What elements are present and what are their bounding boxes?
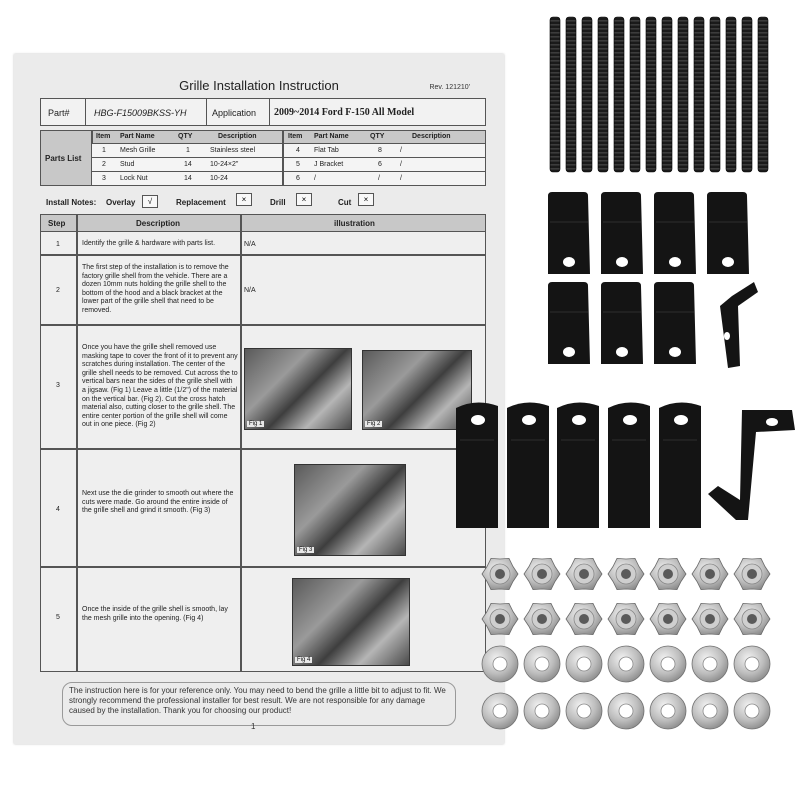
parts-cell: 14: [184, 161, 192, 168]
lock-nuts-group: [482, 558, 770, 634]
washer: [692, 646, 728, 682]
parts-cell: 2: [102, 161, 106, 168]
washer: [734, 646, 770, 682]
washer: [566, 693, 602, 729]
step-description: Once you have the grille shell removed use masking tape to cover the front of it to prevent any scratches during installation. The center of the grille shell needs to be removed. Cut across the to vertical bars near the sides of the grille shell with a jigsaw. (Fig 1) Leave a little (1/2") of the material on the vertical bar. (Fig 2). Cut the cross hatch material also, cutting closer to the grille shell. The entire center portion of the grille shell will come out in one piece. (Fig 2): [82, 344, 238, 429]
washer: [566, 646, 602, 682]
j-bracket: [456, 402, 498, 528]
washers-group: [482, 646, 770, 729]
stud: [710, 17, 720, 172]
parts-cell: /: [400, 147, 402, 154]
parts-cell: 6: [378, 161, 382, 168]
parts-cell: Stud: [120, 161, 135, 168]
washer: [650, 646, 686, 682]
lock-nut: [692, 603, 728, 634]
document-title: Grille Installation Instruction: [179, 78, 339, 93]
studs-group: [550, 17, 768, 172]
step-number: 4: [56, 506, 60, 513]
step-number: 3: [56, 382, 60, 389]
application-label: Application: [212, 108, 257, 118]
parts-list-label: Parts List: [45, 154, 82, 163]
drill-label: Drill: [270, 198, 286, 207]
step-description: Once the inside of the grille shell is smooth, lay the mesh grille into the opening. (Fig 4): [82, 606, 228, 622]
cut-label: Cut: [338, 198, 352, 207]
parts-cell: 3: [102, 175, 106, 182]
parts-header-qty-2: QTY: [370, 133, 385, 140]
j-bracket: [608, 402, 650, 528]
stud: [742, 17, 752, 172]
lock-nut: [734, 558, 770, 589]
stud: [582, 17, 592, 172]
flat-tab: [601, 282, 643, 364]
steps-header-description: Description: [136, 219, 181, 228]
parts-cell: Flat Tab: [314, 147, 339, 154]
lock-nut: [524, 603, 560, 634]
parts-cell: 8: [378, 147, 382, 154]
flat-tab: [601, 192, 643, 274]
stud: [726, 17, 736, 172]
step-number: 2: [56, 287, 60, 294]
washer: [482, 693, 518, 729]
stud: [614, 17, 624, 172]
step-illustration-na: N/A: [244, 287, 256, 294]
parts-cell: /: [314, 175, 316, 182]
j-bracket: [507, 402, 549, 528]
parts-cell: Stainless steel: [210, 147, 256, 154]
parts-header-desc-2: Description: [412, 133, 451, 140]
stud: [598, 17, 608, 172]
lock-nut: [734, 603, 770, 634]
parts-cell: 1: [102, 147, 106, 154]
stud: [662, 17, 672, 172]
parts-cell: Lock Nut: [120, 175, 148, 182]
replacement-label: Replacement: [176, 198, 226, 207]
overlay-checkbox: √: [142, 195, 158, 208]
disclaimer: The instruction here is for your reference only. You may need to bend the grille a little bit to adjust to fit. We strongly recommend the professional installer for best result. We are not responsible for any damage caused by the installation. Thank you for choosing our product!: [62, 682, 456, 726]
figure-3-label: Fig 3: [299, 547, 313, 553]
parts-header-desc: Description: [218, 133, 257, 140]
parts-header-item-2: Item: [288, 133, 303, 140]
parts-cell: 5: [296, 161, 300, 168]
stud: [758, 17, 768, 172]
stud: [550, 17, 560, 172]
stud: [694, 17, 704, 172]
lock-nut: [692, 558, 728, 589]
flat-tab-angled: [720, 282, 758, 368]
parts-cell: 6: [296, 175, 300, 182]
cut-checkbox: ×: [358, 193, 374, 206]
lock-nut: [608, 603, 644, 634]
parts-cell: Mesh Grille: [120, 147, 156, 154]
j-bracket: [659, 402, 701, 528]
replacement-checkbox: ×: [236, 193, 252, 206]
flat-tab: [654, 282, 696, 364]
flat-tab: [548, 282, 590, 364]
stud: [646, 17, 656, 172]
flat-tabs-group: [548, 192, 758, 368]
parts-cell: /: [400, 161, 402, 168]
lock-nut: [482, 558, 518, 589]
step-number: 5: [56, 614, 60, 621]
washer: [524, 646, 560, 682]
step-description: Identify the grille & hardware with parts list.: [82, 240, 216, 247]
parts-header-qty: QTY: [178, 133, 193, 140]
parts-cell: /: [400, 175, 402, 182]
application-value: 2009~2014 Ford F-150 All Model: [274, 107, 415, 118]
page-number: 1: [251, 722, 256, 731]
lock-nut: [566, 603, 602, 634]
overlay-label: Overlay: [106, 198, 136, 207]
stud: [630, 17, 640, 172]
parts-cell: 10-24×2": [210, 161, 239, 168]
parts-cell: J Bracket: [314, 161, 344, 168]
figure-4-label: Fig 4: [297, 657, 311, 663]
lock-nut: [566, 558, 602, 589]
parts-header-item: Item: [96, 133, 111, 140]
parts-cell: 4: [296, 147, 300, 154]
washer: [650, 693, 686, 729]
step-description: The first step of the installation is to remove the factory grille shell from the vehicle. There are a dozen 10mm nuts holding the grille shell to the bottom of the hood and a black bracket at the lower part of the grille shell that need to be removed.: [82, 264, 229, 314]
lock-nut: [650, 603, 686, 634]
washer: [608, 646, 644, 682]
j-brackets-group: [456, 402, 795, 528]
washer: [482, 646, 518, 682]
part-number: HBG-F15009BKSS-YH: [94, 108, 187, 118]
step-description: Next use the die grinder to smooth out where the cuts were made. Go around the entire inside of the grille shell and grind it smooth. (Fig 3): [82, 490, 234, 515]
lock-nut: [650, 558, 686, 589]
j-bracket-angled: [708, 410, 795, 520]
washer: [692, 693, 728, 729]
washer: [734, 693, 770, 729]
lock-nut: [608, 558, 644, 589]
stud: [566, 17, 576, 172]
lock-nut: [482, 603, 518, 634]
lock-nut: [524, 558, 560, 589]
step-number: 1: [56, 241, 60, 248]
steps-header-illustration: illustration: [334, 219, 375, 228]
revision-label: Rev. 121210': [429, 84, 470, 91]
stud: [678, 17, 688, 172]
install-notes-label: Install Notes:: [46, 198, 97, 207]
parts-header-name: Part Name: [120, 133, 155, 140]
part-label: Part#: [48, 108, 70, 118]
step-illustration-na: N/A: [244, 241, 256, 248]
flat-tab: [548, 192, 590, 274]
parts-cell: /: [378, 175, 380, 182]
washer: [524, 693, 560, 729]
parts-cell: 1: [186, 147, 190, 154]
parts-cell: 10-24: [210, 175, 228, 182]
j-bracket: [557, 402, 599, 528]
parts-header-name-2: Part Name: [314, 133, 349, 140]
washer: [608, 693, 644, 729]
parts-cell: 14: [184, 175, 192, 182]
flat-tab: [654, 192, 696, 274]
figure-1-label: Fig 1: [249, 421, 263, 427]
drill-checkbox: ×: [296, 193, 312, 206]
steps-header-step: Step: [48, 219, 66, 228]
figure-2-label: Fig 2: [367, 421, 381, 427]
flat-tab: [707, 192, 749, 274]
